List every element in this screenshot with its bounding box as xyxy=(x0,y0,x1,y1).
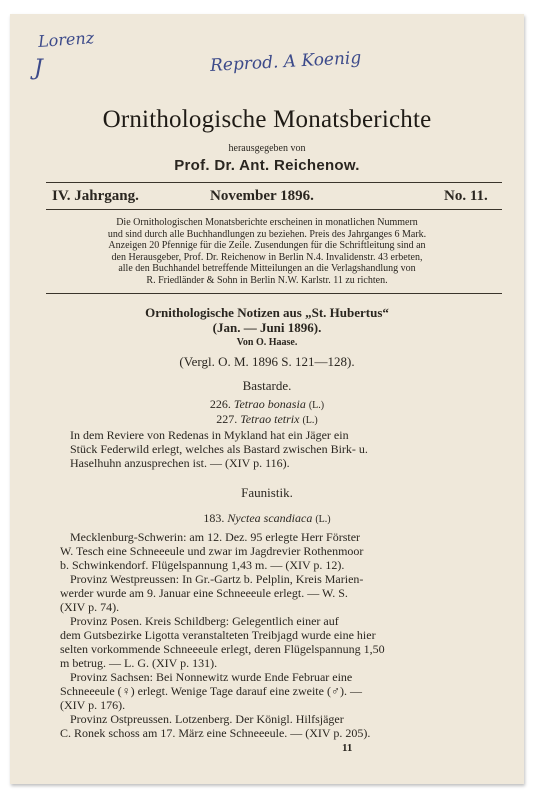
text-line: (XIV p. 74). xyxy=(60,600,120,614)
handwritten-mark-left: J xyxy=(34,56,43,81)
notice-line: Anzeigen 20 Pfennige für die Zeile. Zusendungen für die Schriftleitung sind an xyxy=(108,240,426,251)
text-line: dem Gutsbezirke Ligotta veranstalteten Treibjagd wurde eine hier xyxy=(60,628,376,642)
entry-number: 226. xyxy=(209,397,231,411)
text-line: Haselhuhn anzusprechen ist. — (XIV p. 116). xyxy=(70,456,290,470)
text-line: W. Tesch eine Schneeeule und zwar im Jagdrevier Rothenmoor xyxy=(60,544,364,558)
handwritten-note-left: Lorenz xyxy=(37,28,95,51)
notice-line: alle den Buchhandel betreffende Mitteilungen an die Verlagshandlung von xyxy=(118,263,416,274)
text-line: m betrug. — L. G. (XIV p. 131). xyxy=(60,656,218,670)
faunistik-paragraphs xyxy=(60,530,490,740)
species-authority: (L.) xyxy=(308,400,325,411)
section-heading-faunistik: Faunistik. xyxy=(241,485,293,500)
journal-subtitle: herausgegeben von xyxy=(228,143,306,154)
article-reference: (Vergl. O. M. 1896 S. 121—128). xyxy=(179,354,355,369)
text-line: selten vorkommende Schneeeule erlegt, deren Flügelspannung 1,50 xyxy=(60,642,385,656)
text-line: Mecklenburg-Schwerin: am 12. Dez. 95 erlegte Herr Förster xyxy=(70,530,361,544)
issue-date: November 1896. xyxy=(210,188,314,204)
text-line: Stück Federwild erlegt, welches als Bastard zwischen Birk- u. xyxy=(70,442,368,456)
entry-number: 227. xyxy=(216,412,238,426)
notice-line: Die Ornithologischen Monatsberichte erscheinen in monatlichen Nummern xyxy=(116,217,418,228)
text-line: Provinz Posen. Kreis Schildberg: Gelegentlich einer auf xyxy=(70,614,339,628)
text-line: Provinz Westpreussen: In Gr.-Gartz b. Pelplin, Kreis Marien- xyxy=(70,572,364,586)
bastarde-paragraph xyxy=(70,428,490,470)
text-line: (XIV p. 176). xyxy=(60,698,126,712)
species-name: Tetrao bonasia xyxy=(233,397,306,411)
article-title-line1: Ornithologische Notizen aus „St. Hubertus“ xyxy=(145,305,389,320)
journal-editor: Prof. Dr. Ant. Reichenow. xyxy=(174,157,360,174)
species-entry-226 xyxy=(10,397,524,412)
issue-number: No. 11. xyxy=(444,188,488,204)
text-line: b. Schwinkendorf. Flügelspannung 1,43 m. — (XIV p. 12). xyxy=(60,558,345,572)
issue-volume: IV. Jahrgang. xyxy=(52,188,139,204)
notice-line: R. Friedländer & Sohn in Berlin N.W. Karlstr. 11 zu richten. xyxy=(146,274,388,286)
header-rule-top xyxy=(46,182,502,183)
section-heading-bastarde: Bastarde. xyxy=(242,378,292,393)
species-entry-227 xyxy=(10,412,524,427)
page-signature: 11 xyxy=(342,742,353,754)
journal-title: Ornithologische Monatsberichte xyxy=(102,106,432,133)
text-line: In dem Reviere von Redenas in Mykland hat ein Jäger ein xyxy=(70,428,349,442)
species-entry-183 xyxy=(10,511,524,526)
species-name: Tetrao tetrix xyxy=(240,412,300,426)
article-author: Von O. Haase. xyxy=(236,337,298,348)
notice-rule xyxy=(46,293,502,294)
species-name: Nyctea scandiaca xyxy=(227,511,313,525)
text-line: Provinz Ostpreussen. Lotzenberg. Der Königl. Hilfsjäger xyxy=(70,712,344,726)
text-line: Provinz Sachsen: Bei Nonnewitz wurde Ende Februar eine xyxy=(70,670,353,684)
header-rule-bottom xyxy=(46,209,502,210)
text-line: werder wurde am 9. Januar eine Schneeeule erlegt. — W. S. xyxy=(60,586,348,600)
notice-line: den Herausgeber, Prof. Dr. Reichenow in Berlin N.4. Invalidenstr. 43 erbeten, xyxy=(111,251,423,263)
notice-line: und sind durch alle Buchhandlungen zu beziehen. Preis des Jahrganges 6 Mark. xyxy=(107,228,427,240)
subscription-notice xyxy=(10,217,524,286)
article-title-line2: (Jan. — Juni 1896). xyxy=(212,320,322,335)
species-authority: (L.) xyxy=(302,415,318,426)
entry-number: 183. xyxy=(203,511,225,525)
text-line: C. Ronek schoss am 17. März eine Schneeeule. — (XIV p. 205). xyxy=(60,726,371,740)
species-authority: (L.) xyxy=(315,514,331,525)
handwritten-note-right: Reprod. A Koenig xyxy=(209,48,362,76)
document-page xyxy=(10,14,524,784)
text-line: Schneeeule (♀) erlegt. Wenige Tage darauf eine zweite (♂). — xyxy=(60,684,362,698)
